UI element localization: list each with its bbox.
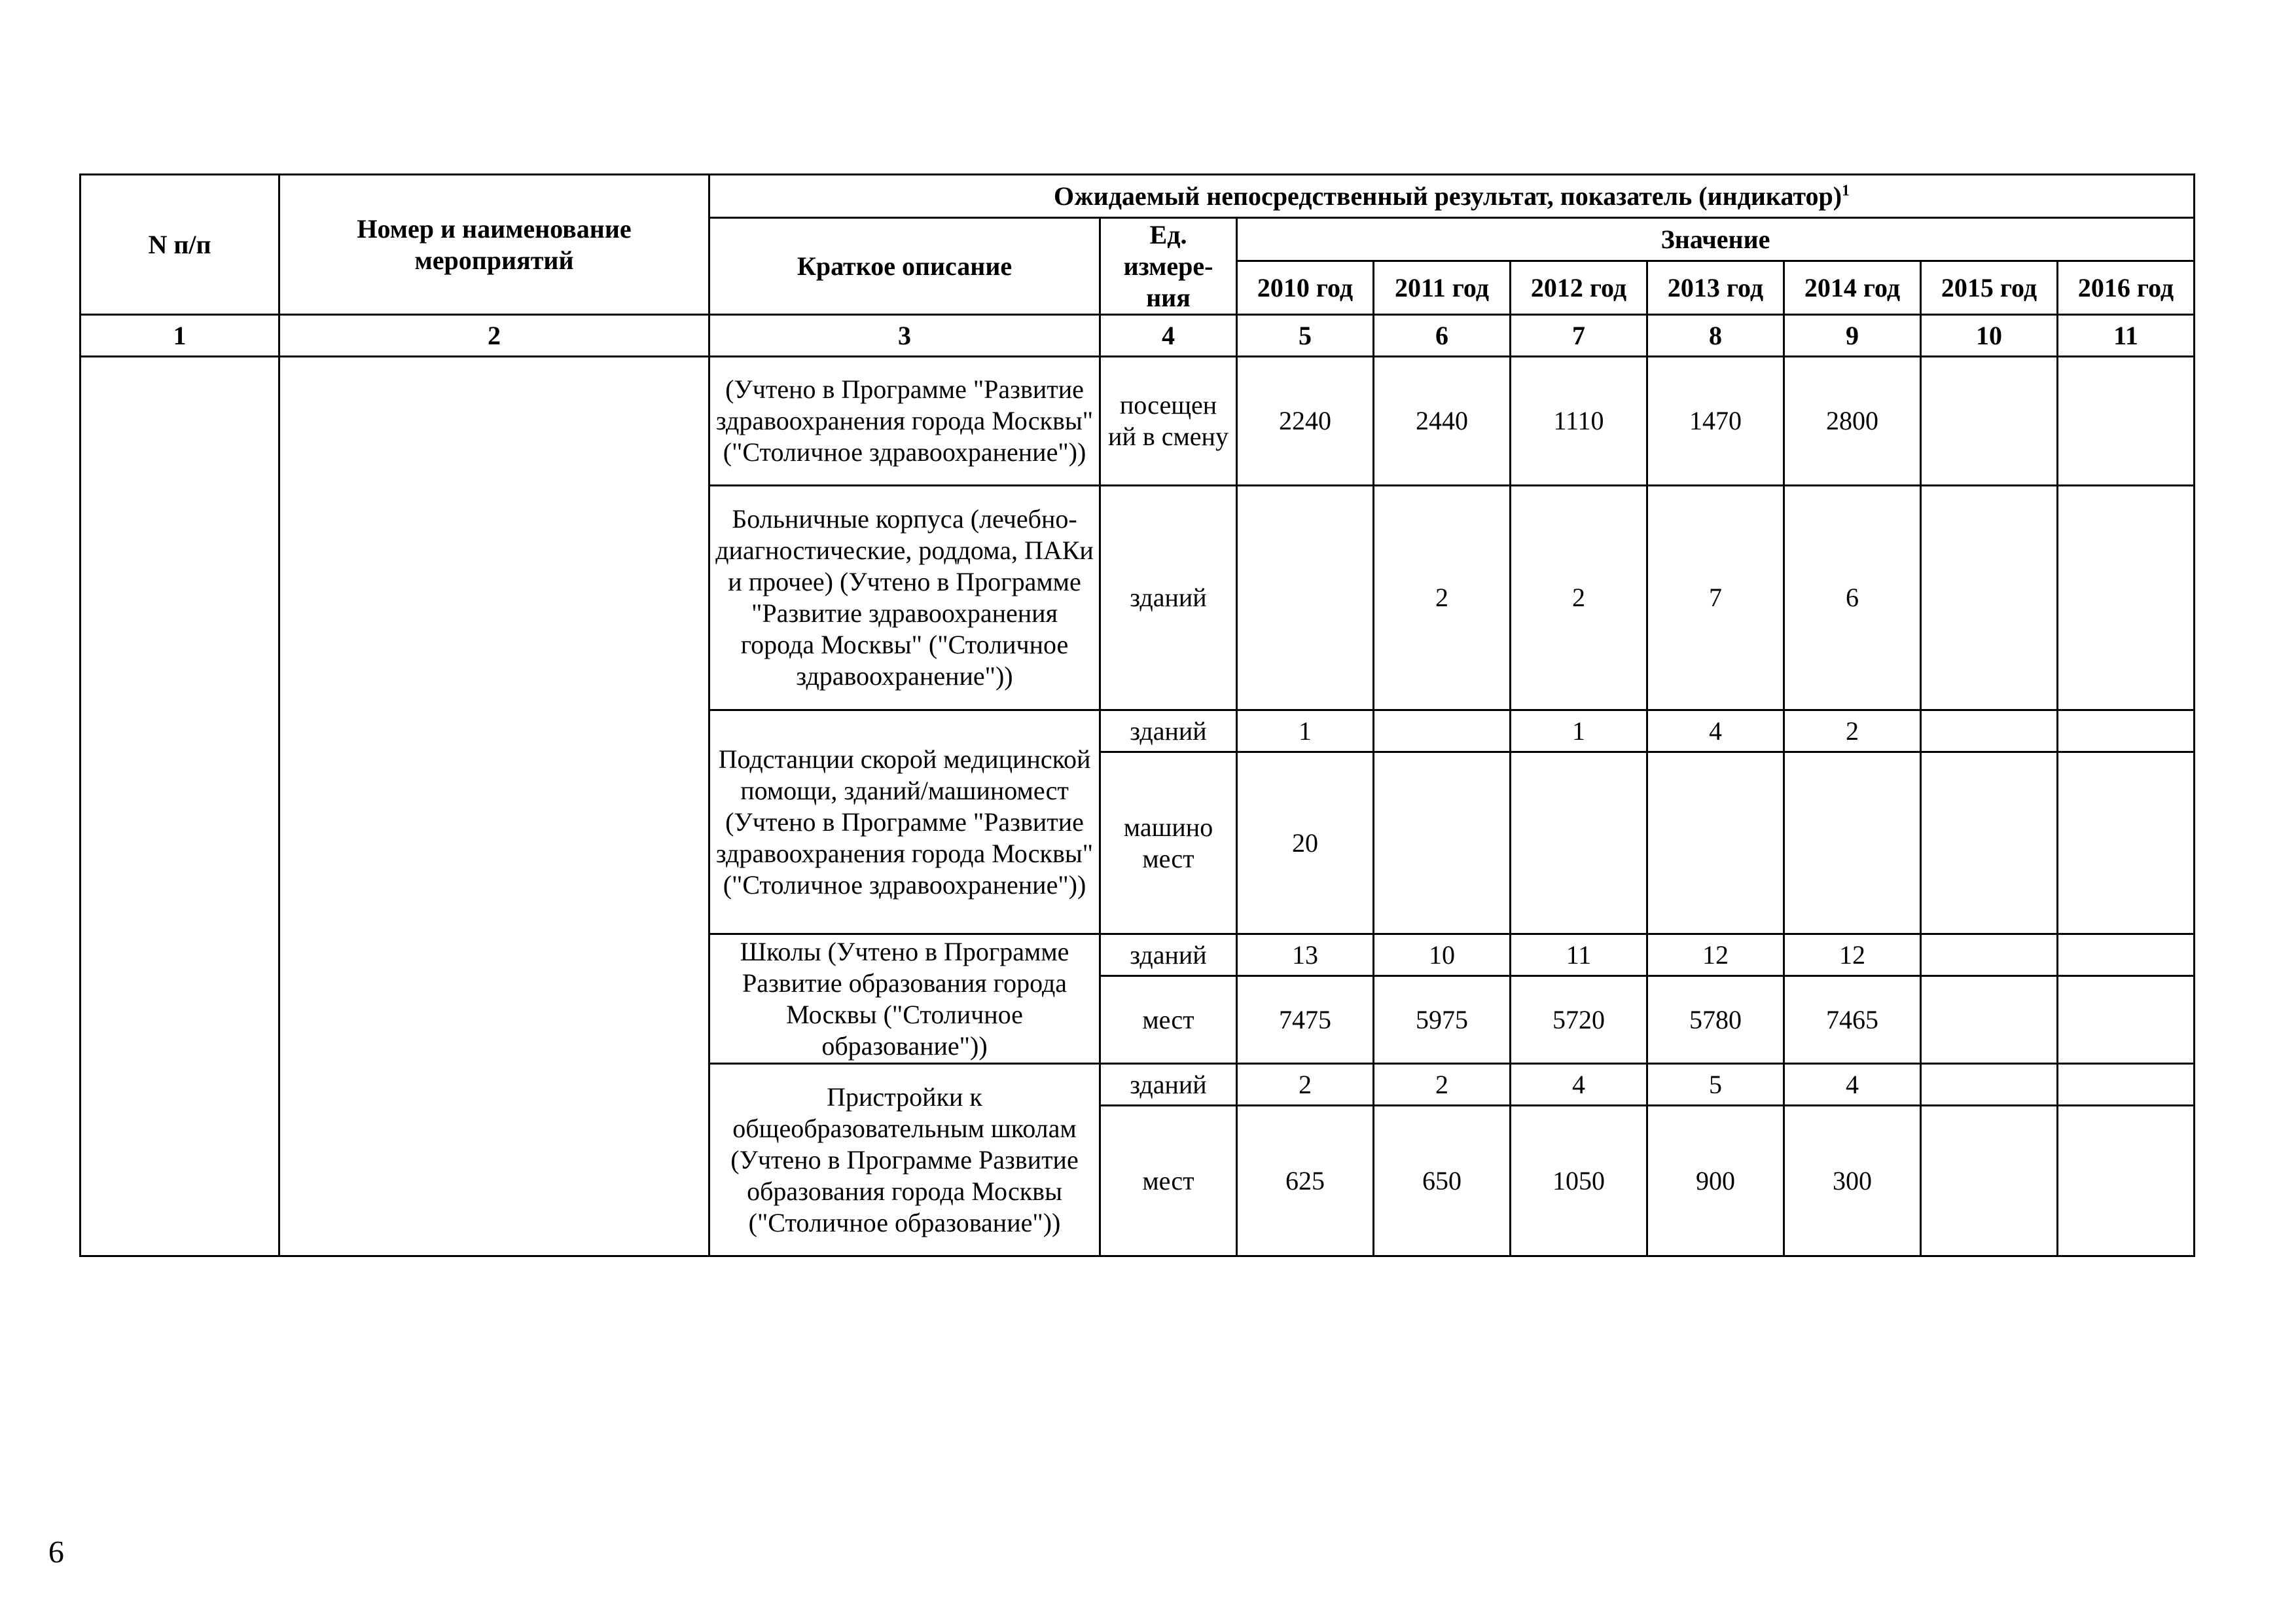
header-year: 2016 год: [2058, 261, 2195, 315]
cell-value: 2800: [1784, 357, 1921, 486]
cell-value: 6: [1784, 486, 1921, 710]
column-number: 5: [1237, 315, 1374, 357]
column-number: 10: [1921, 315, 2058, 357]
cell-value: 900: [1647, 1106, 1784, 1256]
cell-unit: зданий: [1100, 710, 1237, 752]
cell-value: 1110: [1511, 357, 1647, 486]
cell-description: Больничные корпуса (лечебно-диагностические, роддома, ПАКи и прочее) (Учтено в Программе "Развитие здравоохранения города Москвы" ("Столичное здравоохранение")): [709, 486, 1100, 710]
cell-value: [1921, 752, 2058, 934]
cell-value: [2058, 1106, 2195, 1256]
cell-value: 2: [1511, 486, 1647, 710]
column-number: 11: [2058, 315, 2195, 357]
cell-value: [2058, 486, 2195, 710]
header-year: 2010 год: [1237, 261, 1374, 315]
cell-value: 5: [1647, 1064, 1784, 1106]
cell-value: 7: [1647, 486, 1784, 710]
cell-value: 2: [1784, 710, 1921, 752]
cell-value: [1374, 710, 1511, 752]
cell-value: [2058, 710, 2195, 752]
cell-value: 12: [1647, 934, 1784, 976]
header-year: 2012 год: [1511, 261, 1647, 315]
cell-value: 12: [1784, 934, 1921, 976]
cell-value: 5780: [1647, 976, 1784, 1064]
cell-value: [1784, 752, 1921, 934]
cell-value: 2: [1374, 486, 1511, 710]
cell-value: [2058, 1064, 2195, 1106]
cell-value: [1511, 752, 1647, 934]
column-number: 8: [1647, 315, 1784, 357]
column-number: 3: [709, 315, 1100, 357]
cell-unit: машино мест: [1100, 752, 1237, 934]
cell-value: 7475: [1237, 976, 1374, 1064]
cell-value: [2058, 934, 2195, 976]
cell-value: [1921, 934, 2058, 976]
header-year: 2014 год: [1784, 261, 1921, 315]
column-number: 1: [81, 315, 279, 357]
cell-value: 7465: [1784, 976, 1921, 1064]
cell-description: Пристройки к общеобразовательным школам (Учтено в Программе Развитие образования города Москвы ("Столичное образование")): [709, 1064, 1100, 1256]
cell-value: 650: [1374, 1106, 1511, 1256]
table-row: [81, 357, 2195, 486]
column-number: 6: [1374, 315, 1511, 357]
cell-value: [2058, 752, 2195, 934]
cell-value: 1: [1511, 710, 1647, 752]
cell-number: [81, 357, 279, 1256]
cell-value: 1050: [1511, 1106, 1647, 1256]
cell-value: 10: [1374, 934, 1511, 976]
cell-description: (Учтено в Программе "Развитие здравоохранения города Москвы" ("Столичное здравоохранение")): [709, 357, 1100, 486]
cell-value: 2240: [1237, 357, 1374, 486]
cell-value: 4: [1647, 710, 1784, 752]
cell-value: 1470: [1647, 357, 1784, 486]
header-unit: Ед. измере-ния: [1100, 218, 1237, 315]
header-year: 2011 год: [1374, 261, 1511, 315]
cell-value: 5975: [1374, 976, 1511, 1064]
cell-value: [1921, 710, 2058, 752]
column-number: 4: [1100, 315, 1237, 357]
header-description: Краткое описание: [709, 218, 1100, 315]
cell-value: 20: [1237, 752, 1374, 934]
cell-value: 4: [1511, 1064, 1647, 1106]
cell-value: [1921, 1064, 2058, 1106]
cell-value: 300: [1784, 1106, 1921, 1256]
cell-value: [1921, 1106, 2058, 1256]
header-number: N п/п: [81, 175, 279, 315]
header-year: 2015 год: [1921, 261, 2058, 315]
cell-value: [1237, 486, 1374, 710]
cell-value: [1921, 976, 2058, 1064]
cell-value: 625: [1237, 1106, 1374, 1256]
cell-description: Подстанции скорой медицинской помощи, зданий/машиномест (Учтено в Программе "Развитие здравоохранения города Москвы" ("Столичное здравоохранение")): [709, 710, 1100, 934]
column-number: 7: [1511, 315, 1647, 357]
cell-value: [2058, 976, 2195, 1064]
page-number: 9: [48, 1535, 64, 1569]
cell-value: [2058, 357, 2195, 486]
cell-value: 1: [1237, 710, 1374, 752]
header-year: 2013 год: [1647, 261, 1784, 315]
cell-value: [1647, 752, 1784, 934]
cell-value: 2440: [1374, 357, 1511, 486]
header-activity-name: Номер и наименование мероприятий: [279, 175, 709, 315]
header-expected-result: Ожидаемый непосредственный результат, показатель (индикатор)$^1$: [709, 175, 2195, 218]
cell-value: 5720: [1511, 976, 1647, 1064]
cell-activity-name: [279, 357, 709, 1256]
cell-unit: зданий: [1100, 486, 1237, 710]
cell-value: 4: [1784, 1064, 1921, 1106]
cell-value: [1921, 357, 2058, 486]
cell-unit: мест: [1100, 1106, 1237, 1256]
cell-unit: мест: [1100, 976, 1237, 1064]
header-values: Значение: [1237, 218, 2195, 261]
cell-unit: зданий: [1100, 934, 1237, 976]
column-number: 2: [279, 315, 709, 357]
cell-value: 11: [1511, 934, 1647, 976]
cell-unit: посещен ий в смену: [1100, 357, 1237, 486]
indicators-table: [79, 173, 2195, 1257]
cell-description: Школы (Учтено в Программе Развитие образования города Москвы ("Столичное образование")): [709, 934, 1100, 1064]
cell-value: [1374, 752, 1511, 934]
cell-value: 2: [1374, 1064, 1511, 1106]
cell-value: 2: [1237, 1064, 1374, 1106]
cell-value: [1921, 486, 2058, 710]
cell-value: 13: [1237, 934, 1374, 976]
column-number: 9: [1784, 315, 1921, 357]
cell-unit: зданий: [1100, 1064, 1237, 1106]
footnote-mark: 1: [1842, 182, 1850, 200]
